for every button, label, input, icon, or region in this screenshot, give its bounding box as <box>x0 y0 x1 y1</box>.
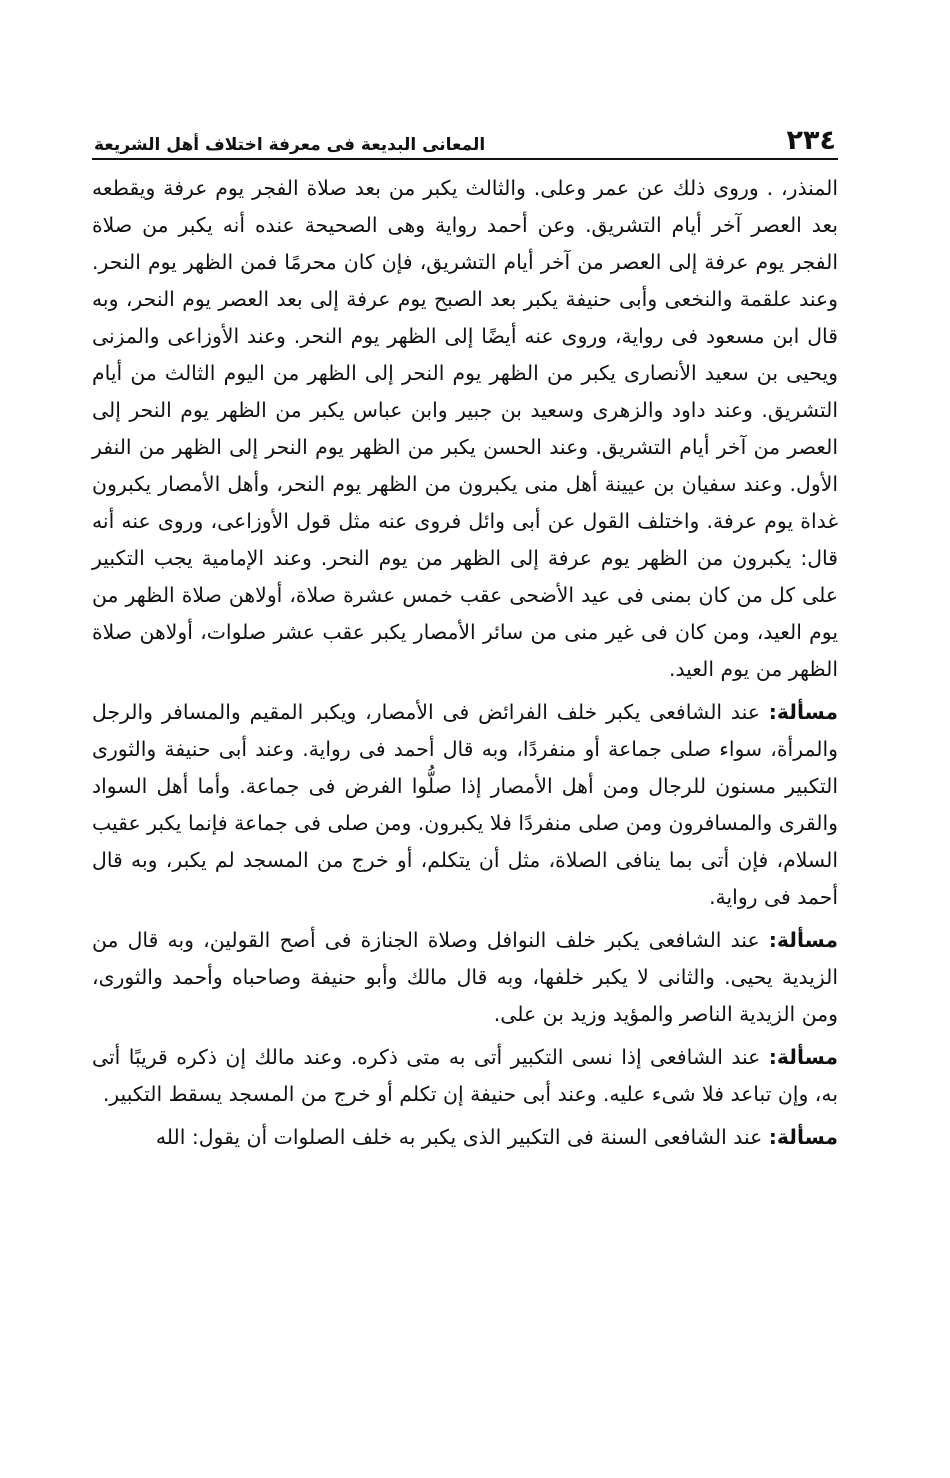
paragraph-continuation <box>92 170 838 688</box>
paragraph-text: عند الشافعى إذا نسى التكبير أتى به متى ذكره. وعند مالك إن ذكره قريبًا أتى به، وإن تباعد فلا شىء عليه. وعند أبى حنيفة إن تكلم أو خرج من المسجد يسقط التكبير. <box>92 1045 838 1106</box>
running-title: المعانى البديعة فى معرفة اختلاف أهل الشريعة <box>94 135 486 155</box>
masala-label: مسألة: <box>768 1125 838 1149</box>
page-header <box>92 120 838 160</box>
paragraph-text: المنذر، . وروى ذلك عن عمر وعلى. والثالث يكبر من بعد صلاة الفجر يوم عرفة ويقطعه بعد العصر آخر أيام التشريق. وعن أحمد رواية وهى الصحيحة عنده أنه يكبر من صلاة الفجر يوم عرفة إلى العصر من آخر أيام التشريق، فإن كان محرمًا فمن الظهر يوم النحر. وعند علقمة والنخعى وأبى حنيفة يكبر بعد الصبح يوم عرفة إلى بعد العصر يوم النحر، وبه قال ابن مسعود فى رواية، وروى عنه أيضًا إلى الظهر يوم النحر. وعند الأوزاعى والمزنى ويحيى بن سعيد الأنصارى يكبر من الظهر يوم النحر إلى الظهر من اليوم الثالث من أيام التشريق. وعند داود والزهرى وسعيد بن جبير وابن عباس يكبر من الظهر يوم النحر إلى العصر من آخر أيام التشريق. وعند الحسن يكبر من الظهر يوم النحر إلى الظهر من النفر الأول. وعند سفيان بن عيينة أهل منى يكبرون من الظهر يوم النحر، وأهل الأمصار يكبرون غداة يوم عرفة. واختلف القول عن أبى وائل فروى عنه مثل قول الأوزاعى، وروى عنه أنه قال: يكبرون من الظهر يوم عرفة إلى الظهر من يوم النحر. وعند الإمامية يجب التكبير على كل من كان بمنى فى عيد الأضحى عقب خمس عشرة صلاة، أولاهن صلاة الظهر من يوم العيد، ومن كان فى غير منى من سائر الأمصار يكبر عقب عشر صلوات، أولاهن صلاة الظهر من يوم العيد. <box>92 176 838 681</box>
masala-label: مسألة: <box>768 700 838 724</box>
paragraph-text: عند الشافعى يكبر خلف النوافل وصلاة الجنازة فى أصح القولين، وبه قال من الزيدية يحيى. والثانى لا يكبر خلفها، وبه قال مالك وأبو حنيفة وصاحباه وأحمد والثورى، ومن الزيدية الناصر والمؤيد وزيد بن على. <box>92 928 838 1026</box>
masala-paragraph <box>92 1119 838 1156</box>
masala-paragraph <box>92 922 838 1033</box>
paragraph-text: عند الشافعى يكبر خلف الفرائض فى الأمصار، ويكبر المقيم والمسافر والرجل والمرأة، سواء صلى جماعة أو منفردًا، وبه قال أحمد فى رواية. وعند أبى حنيفة والثورى التكبير مسنون للرجال ومن أهل الأمصار إذا صلُّوا الفرض فى جماعة. وأما أهل السواد والقرى والمسافرون ومن صلى منفردًا فلا يكبرون. ومن صلى فى جماعة فإنما يكبر عقيب السلام، فإن أتى بما ينافى الصلاة، مثل أن يتكلم، أو خرج من المسجد لم يكبر، وبه قال أحمد فى رواية. <box>92 700 838 909</box>
masala-paragraph <box>92 694 838 916</box>
body-text <box>92 170 838 1156</box>
masala-label: مسألة: <box>768 928 838 952</box>
book-page <box>92 120 838 1162</box>
page-number: ٢٣٤ <box>786 125 836 156</box>
masala-paragraph <box>92 1039 838 1113</box>
paragraph-text: عند الشافعى السنة فى التكبير الذى يكبر به خلف الصلوات أن يقول: الله <box>155 1125 763 1149</box>
masala-label: مسألة: <box>768 1045 838 1069</box>
